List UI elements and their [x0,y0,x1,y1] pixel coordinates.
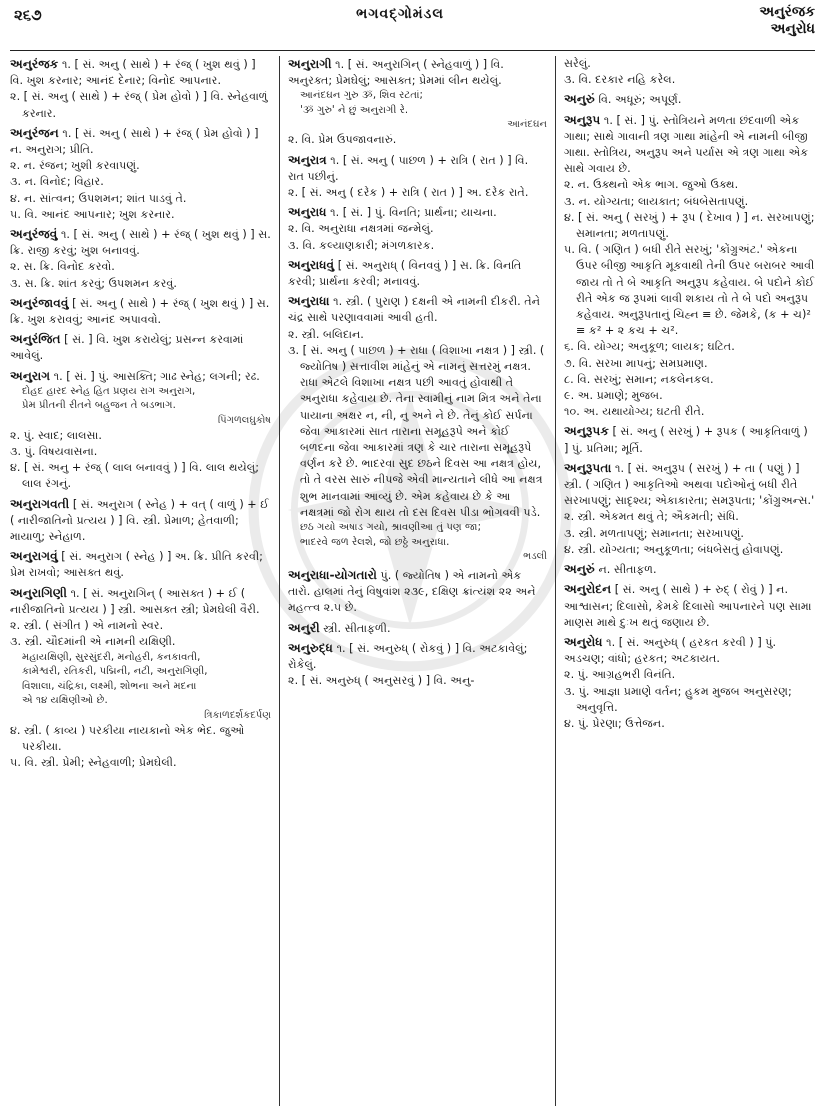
entry-sense [10,295,271,328]
entry-headword: અનુરંજિત [10,332,61,347]
guide-word-last: અનુરોધ [770,21,815,37]
dictionary-entry [564,460,815,558]
quotation-line: મહાયક્ષિણી, સુરસુંદરી, મનોહરી, કનકાવતી, [22,651,201,663]
entry-sense [564,177,815,193]
entry-sense [288,152,547,185]
entry-sense [564,339,815,355]
entry-sense [288,185,547,201]
dictionary-entry [288,640,547,690]
dictionary-entry [10,226,271,292]
entry-sense [288,238,547,254]
entry-sense [10,548,271,581]
entry-sense [564,509,815,525]
sense-text: ૪. ન. સાંત્વન; ઉપશમન; શાંત પાડવું તે. [10,191,187,205]
sense-text: ૩. સ. ક્રિ. શાંત કરવું; ઉપશમન કરવું. [10,276,177,290]
sense-text: ૨. સ. ક્રિ. વિનોદ કરવો. [10,260,115,274]
dictionary-entry [10,56,271,122]
dictionary-entry [10,295,271,328]
sense-text: ૩. ન. વિનોદ; વિહાર. [10,175,104,189]
sense-text: ૯. અ. પ્રમાણે; મુજબ. [564,389,663,403]
entry-sense [10,226,271,259]
sense-text: ૨. ન. રંજન; ખુશી કરવાપણું. [10,159,140,173]
sense-text: ૧. સ્ત્રી. ( પુરાણ ) દક્ષની એ નામની દીકરી. તેને ચંદ્ર સાથે પરણાવવામાં આવી હતી. [288,295,541,325]
sense-text: ૩. વિ. કલ્યાણકારી; મંગળકારક. [288,238,435,252]
sense-text: ૩. ન. યોગ્યતા; લાયકાત; બંધબેસતાપણું. [564,194,749,208]
entry-sense [288,257,547,290]
entry-sense [564,372,815,388]
entry-headword: અનુરૂપક [564,424,609,439]
entry-headword: અનુરંજાવવું [10,295,69,310]
entry-sense [564,91,815,108]
entry-sense [10,125,271,158]
dictionary-entry [564,56,815,88]
column-2 [280,56,556,1106]
entry-sense [564,210,815,242]
sense-text: પું. ( જ્યોતિષ ) એ નામનો એક તારો. હાલમાં તેનું વિષુવાંશ ૨૩૯, દક્ષિણ ક્રાંત્યંશ ૨૨ અને મહત્ત્વ ૨.૫ છે. [288,569,536,615]
entry-sense [288,293,547,326]
entry-sense: ૪. [ સં. અનુ + રંજ્ ( લાલ બનાવવું ) ] વિ. લાલ થયેલું; લાલ રંગનું. [10,461,260,491]
entry-headword: અનુરાગ [10,368,51,383]
entry-headword: અનુરંજવું [10,227,58,242]
entry-sense: ૨. વિ. પ્રેમ ઉપજાવનારું. [288,133,397,147]
dictionary-entry [288,567,547,617]
page-header [0,0,825,60]
entry-headword: અનુરાધ [288,205,327,220]
entry-sense [564,388,815,404]
entry-sense [564,634,815,667]
sense-text: ૨. સ્ત્રી. ( સંગીત ) એ નામનો સ્વર. [10,619,164,633]
sense-text: ૨. [ સં. અનુરુધ્ ( અનુસરવું ) ] વિ. અનુ- [288,674,475,688]
entry-sense [10,207,271,223]
entry-sense [564,112,815,178]
entry-sense [10,618,271,634]
sense-text: ૧. [ સં. અનુ ( સાથે ) + રંજ્ ( ખુશ થવું ) ] વિ. ખુશ કરનાર; આનંદ દેનાર; વિનોદ આપનાર. [10,58,256,88]
dictionary-entry [564,634,815,732]
entry-headword: અનુરાધવું [288,257,335,272]
entry-headword: અનુરાધા-યોગતારો [288,568,377,583]
sense-text: ૧. [ સં. ] પું. વિનતિ; પ્રાર્થના; યાચના. [330,206,497,220]
entry-sense [564,542,815,558]
sense-text: ૧. [ સં. અનુરૂપ ( સરખું ) + તા ( પણું ) ] સ્ત્રી. ( ગણિત ) આકૃતિઓ અથવા પદોઓનું બધી રીતે સરખાપણું; સાદૃશ્ય; એકાકારતા; સમરૂપતા; 'કોંગ્રુઅન્સ.' [564,461,815,508]
guide-words [759,4,815,38]
entry-headword: અનુરું [564,562,595,577]
entry-headword: અનુરી [288,620,320,635]
entry-sense [10,259,271,275]
entry-sense [564,684,815,716]
dictionary-entry [288,204,547,254]
sense-text: ૪. [ સં. અનુ ( સરખું ) + રૂપ ( દેખાવ ) ] ન. સરખાપણું; સમાનતા; મળતાપણું. [564,210,815,241]
sense-text: ૧. [ સં. અનુ ( સાથે ) + રંજ્ ( પ્રેમ હોવો ) ] ન. અનુરાગ; પ્રીતિ. [10,126,259,157]
quotation-line: દોહદ હારદ સ્નેહ હિત પ્રણય રાગ અનુરાગ, [22,385,196,397]
header-rule [10,50,815,51]
entry-headword: અનુરાગવતી [10,496,70,511]
dictionary-entry [288,257,547,290]
entry-sense [288,221,547,237]
entry-sense: ૨. પું. સ્વાદ; લાલસા. [10,428,102,442]
dictionary-entry [564,581,815,631]
entry-sense: ૩. પું. વિષયવાસના. [10,445,98,459]
dictionary-entry [10,548,271,581]
entry-headword: અનુરાગી [288,57,332,71]
sense-text: ૧. [ સં. ] પું. આસક્તિ; ગાઢ સ્નેહ; લગની; રઢ. [53,369,260,383]
entry-headword: અનુરાત્ર [288,152,327,167]
entry-sense [10,276,271,292]
page-number: ૨૬૭ [14,6,42,24]
quotation-line: આનંદઘન ગુરુ ૐ, શિવ રટતાં; [300,90,423,102]
dictionary-entry [564,423,815,456]
entry-sense [564,404,815,420]
entry-sense [10,496,271,546]
quotation-line: વિશાલા, ચંદ્રિકા, લક્ષ્મી, શોભના અને મદના [22,680,197,692]
sense-text: ૪. સ્ત્રી. યોગ્યતા; અનુકૂળતા; બંધબેસતું હોવાપણું. [564,542,784,556]
sense-text: ૨. વિ. અનુરાધા નક્ષત્રમાં જન્મેલું. [288,222,434,236]
sense-text: ૧. [ સં. અનુ ( સાથે ) + રંજ્ ( ખુશ થવું ) ] સ. ક્રિ. રાજી કરવું; ખુશ બનાવવું. [10,228,271,258]
entry-sense [564,526,815,542]
dictionary-entry [10,125,271,223]
entry-sense [564,423,815,456]
sense-text: ૩. સ્ત્રી. ચૌદમાંની એ નામની યક્ષિણી. [10,635,176,649]
dictionary-entry [288,56,547,149]
entry-sense [10,634,271,650]
entry-sense [10,56,271,89]
entry-headword: અનુરાગવું [10,549,58,564]
sense-text: [ સં. ] વિ. ખુશ કરાયેલું; પ્રસન્ન કરવામાં આવેલું. [10,333,244,363]
entry-sense [288,327,547,343]
quotation-line: છઠ ગયો અષાડ ગયો, શ્રાવણીઆ તું પણ જા; [300,522,482,534]
sense-text: ૧. [ સં. ] પું. સ્તોત્રિયને મળતા છંદવાળી એક ગાથા; સાથે ગાવાની ત્રણ ગાથા માંહેની એ નામની બીજી ગાથા. સ્તોત્રિય, અનુરૂપ અને પર્યાસ એ ત્રણ ગાથા એક સાથે ગવાય છે. [564,113,809,176]
sense-text: [ સં. અનુરાગ ( સ્નેહ ) + વત્ ( વાળું ) + ઈ ( નારીજાતિનો પ્રત્યય ) ] વિ. સ્ત્રી. પ્રેમાળ; હેતવાળી; માયાળુ; સ્નેહાળ. [10,497,269,544]
entry-sense [564,56,815,72]
sense-text: ૫. વિ. આનંદ આપનાર; ખુશ કરનાર. [10,207,175,221]
quotation-line: એ ૧૪ યક્ષિણીઓ છે. [22,695,108,706]
entry-sense [10,89,271,121]
entry-sense [564,460,815,510]
dictionary-entry [564,112,815,421]
entry-sense [288,673,547,689]
entry-sense [10,585,271,618]
dictionary-entry [10,585,271,771]
sense-text: ૨. સ્ત્રી. બલિદાન. [288,327,364,341]
sense-text: [ સં. અનુ ( સાથે ) + રુદ્ ( રોવું ) ] ન. આશ્વાસન; દિલાસો, કેમકે દિલાસો આપનારને પણ સામા માણસ માથે દુઃખ થતું જણાય છે. [564,583,812,629]
sense-text: સ્ત્રી. સીતાફળી. [323,621,391,635]
entry-headword: અનુરોધ [564,634,603,649]
sense-text: ૭. વિ. સરખા માપનું; સમપ્રમાણ. [564,356,708,370]
entry-headword: અનુરાધા [288,294,330,309]
sense-text: ૧. [ સં. અનુરાગિન્ ( સ્નેહવાળું ) ] વિ. અનુરક્ત; પ્રેમઘેલું; આસક્ત; પ્રેમમાં લીન થયેલું. [288,58,504,88]
sense-text: ૨. પું. આગ્રહભરી વિનંતિ. [564,668,676,682]
entry-sense [564,194,815,210]
sense-text: ૩. પું. આજ્ઞા પ્રમાણે વર્તન; હુકમ મુજબ અનુસરણ; અનુવૃત્તિ. [564,684,792,714]
sense-text: ૩. વિ. દરકાર નહિ કરેલ. [564,73,676,87]
quotation-line: કામેશ્વરી, રતિકરી, પદ્મિની, નટી, અનુરાગિણી, [22,666,208,677]
sense-text: ૨. [ સં. અનુ ( દરેક ) + રાત્રિ ( રાત ) ] અ. દરેક રાતે. [288,186,529,200]
sense-text: [ સં. અનુરાગ ( સ્નેહ ) ] અ. ક્રિ. પ્રીતિ કરવી; પ્રેમ રાખવો; આસક્ત થવું. [10,550,263,580]
quotation-source: ભડલી [523,551,547,563]
quotation-source: પિંગળલઘુકોષ [217,414,271,426]
entry-sense [10,158,271,174]
entry-headword: અનુરંજન [10,125,59,140]
entry-sense [564,716,815,732]
entry-headword: અનુરુદ્ધ [288,640,333,655]
dictionary-entry [564,91,815,108]
sense-text: ૨. [ સં. અનુ ( સાથે ) + રંજ્ ( પ્રેમ હોવો ) ] વિ. સ્નેહવાળું કરનાર. [10,90,268,120]
quotation-line: પ્રેમ પ્રીતની રીતને બહુજન તે બડભાગ. [22,400,176,412]
entry-sense [10,331,271,364]
entry-sense [564,242,815,339]
entry-sense [564,667,815,683]
sense-text: ૧૦. અ. યથાયોગ્ય; ઘટતી રીતે. [564,405,705,419]
quotation-line: ભાદરવે જળ રેલશે, જો છઠ્ઠે અનુરાધા. [300,536,450,548]
entry-headword: અનુરૂપતા [564,460,612,475]
sense-text: ૧. [ સં. અનુરાગિન્ ( આસક્ત ) + ઈ ( નારીજાતિનો પ્રત્યય ) ] સ્ત્રી. આસક્ત સ્ત્રી; પ્રેમઘેલી વૈરી. [10,586,260,616]
entry-sense [564,356,815,372]
dictionary-entry [10,368,271,493]
sense-text: ૫. વિ. ( ગણિત ) બધી રીતે સરખું; 'કોંગ્રુઅંટ.' એકના ઉપર બીજી આકૃતિ મૂકવાથી તેની ઉપર બરાબર આવી જાય તો તે બે આકૃતિ અનુરૂપ કહેવાય. બે પદોને કોઈ રીતે એક જ રૂપમાં લાવી શકાય તો તે બે પદો અનુરૂપ કહેવાય. અનુરૂપતાનું ચિહ્ન ≡ છે. જેમકે, (ક + ચ)² ≡ ક² + ૨ કચ + ચ². [564,243,815,338]
sense-text: ૨. સ્ત્રી. એકમત થવું તે; ઐકમતી; સંધિ. [564,510,739,524]
entry-sense: ૫. વિ. સ્ત્રી. પ્રેમી; સ્નેહવાળી; પ્રેમઘેલી. [10,755,177,769]
entry-headword: અનુરોદન [564,582,612,597]
entry-sense [10,191,271,207]
sense-text: ૧. [ સં. અનુરુધ્ ( હરકત કરવી ) ] પું. અડચણ; વાંધો; હરકત; અટકાયત. [564,635,777,666]
entry-sense [288,620,547,637]
sense-text: ૪. પું. પ્રેરણા; ઉત્તેજન. [564,716,665,730]
dictionary-entry [288,620,547,637]
sense-text: ન. સીતાફળ. [598,563,657,577]
guide-word-first: અનુરંજક [759,4,815,20]
sense-text: ૬. વિ. યોગ્ય; અનુકૂળ; લાયક; ઘટિત. [564,340,735,354]
entry-sense: ૪. સ્ત્રી. ( કાવ્ય ) પરકીયા નાયકાનો એક ભેદ. જુઓ પરકીયા. [10,723,245,753]
dictionary-entry [10,331,271,364]
entry-sense [10,174,271,190]
entry-sense [10,368,271,385]
entry-headword: અનુરૂપ [564,112,601,127]
entry-headword: અનુરાગિણી [10,585,67,600]
sense-text: ૧. [ સં. અનુ ( પાછળ ) + રાત્રિ ( રાત ) ] વિ. રાત પછીનું. [288,153,529,183]
quotation-source: આનંદઘન [507,119,547,131]
sense-text: [ સં. અનુ ( સરખું ) + રૂપક ( આકૃતિવાળું ) ] પું. પ્રતિમા; મૂર્તિ. [564,425,808,455]
dictionary-entry [288,293,547,564]
sense-text: ૩. [ સં. અનુ ( પાછળ ) + રાધા ( વિશાખા નક્ષત્ર ) ] સ્ત્રી. ( જ્યોતિષ ) સત્તાવીશ માંહેનું એ નામનું સત્તરમું નક્ષત્ર. રાધા એટલે વિશાખા નક્ષત્ર પછી આવતું હોવાથી તે અનુરાધા કહેવાય છે. તેના સ્વામીનું નામ મિત્ર અને તેના પાયાના અક્ષર ન, ની, નુ અને ને છે. તેનું કોઈ સર્પના જેવા આકારમાં સાત તારાના સમૂહરૂપે અને કોઈ બળદના જેવા આકારમાં ત્રણ કે ચાર તારાના સમૂહરૂપે વર્ણન કરે છે. ભાદરવા સુદ છઠને દિવસ આ નક્ષત્ર હોય, તો તે વરસ સારું નીપજે એવી માન્યતાને લીધે આ નક્ષત્ર શુભ માનવામાં આવ્યું છે. એમ કહેવાય છે કે આ નક્ષત્રમાં જો રોગ થાય તો દસ દિવસ પીડા ભોગવવી પડે. [288,343,545,519]
quotation-line: 'ૐ ગુરુ' ને છું અનુરાગી રે. [300,104,409,116]
entry-sense [288,343,547,521]
entry-sense [564,72,815,88]
sense-text: ૨. ન. ઉક્થનો એક ભાગ. જુઓ ઉક્થ. [564,178,739,192]
sense-text: [ સં. અનુરાધ્ ( વિનવવું ) ] સ. ક્રિ. વિનતિ કરવી; પ્રાર્થના કરવી; મનાવવું. [288,258,522,289]
dictionary-entry [10,496,271,546]
column-3 [556,56,815,1106]
dictionary-columns [10,56,815,1106]
running-title: ભગવદ્ગોમંડલ [356,6,444,22]
sense-text: ૩. સ્ત્રી. મળતાપણું; સમાનતા; સરખાપણું. [564,526,744,540]
sense-text: ૮. વિ. સરખું; સમાન; નકલેનકલ. [564,372,714,386]
sense-text: ૧. [ સં. અનુરુધ્ ( રોકવું ) ] વિ. અટકાવેલું; રોકેલું. [288,641,528,672]
entry-sense [288,56,547,89]
dictionary-entry [564,561,815,578]
entry-headword: અનુરંજક [10,57,59,71]
entry-sense [564,581,815,631]
sense-text: વિ. અધૂરું; અપૂર્ણ. [598,93,682,107]
sense-text: [ સં. અનુ ( સાથે ) + રંજ્ ( ખુશ થવું ) ] સ. ક્રિ. ખુશ કરાવવું; આનંદ અપાવવો. [10,296,270,327]
sense-text: સરેલું. [564,57,591,70]
entry-sense [288,204,547,221]
dictionary-entry [288,152,547,202]
entry-sense [288,640,547,673]
quotation-source: ત્રિકાળદર્શકદર્પણ [204,709,271,721]
entry-sense [288,567,547,617]
column-1 [10,56,280,1106]
entry-sense [564,561,815,578]
entry-headword: અનુરું [564,92,595,107]
